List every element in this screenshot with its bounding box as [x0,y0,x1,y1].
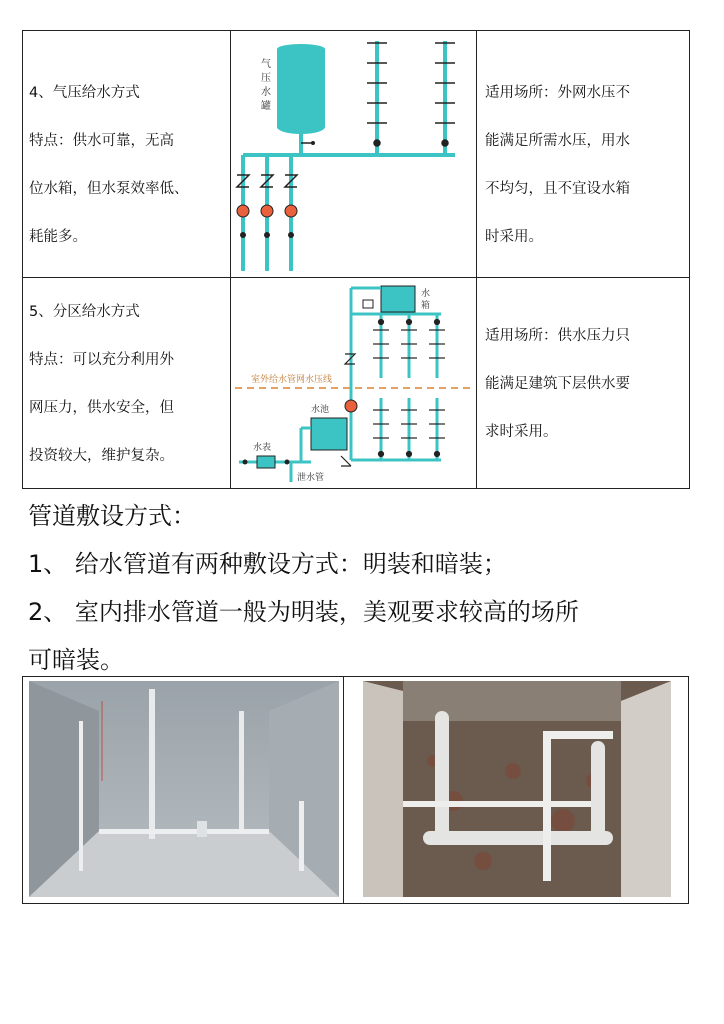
row5-applicable-line: 适用场所：供水压力只 [485,328,630,344]
row4-applicable-line: 不均匀，且不宜设水箱 [485,181,630,197]
water-pool [311,418,347,450]
exposed-piping-photo [29,681,339,897]
row4-description-cell [23,31,231,278]
photo-divider [343,677,344,903]
tank-label-char: 箱 [421,301,431,311]
row5-feature-line: 网压力，供水安全，但 [29,400,174,416]
faucet-branches [367,43,455,146]
section-item-1: 1、 给水管道有两种敷设方式：明装和暗装； [28,550,507,578]
concealed-piping-photo [363,681,671,897]
row5-applicable-line: 求时采用。 [485,424,558,440]
water-meter [257,456,275,468]
section-heading: 管道敷设方式： [28,502,196,530]
tank-label-char: 水 [261,87,271,98]
piping-photos [22,676,689,904]
water-supply-methods-table [22,30,690,489]
row5-feature-line: 投资较大，维护复杂。 [29,448,174,464]
tank-label-char: 气 [261,59,271,70]
row5-title: 5、分区给水方式 [29,304,140,320]
section-item-2-continued: 可暗装。 [28,646,124,674]
row5-feature-line: 特点：可以充分利用外 [29,352,174,368]
section-item-2: 2、 室内排水管道一般为明装，美观要求较高的场所 [28,598,579,626]
roof-water-tank [381,286,415,312]
zoned-supply-diagram [231,278,477,488]
pool-label: 水池 [311,405,330,415]
row4-diagram-cell [231,31,477,278]
pneumatic-supply-diagram [231,31,477,277]
tank-label-char: 罐 [261,101,271,112]
gate-valves [240,232,294,238]
meter-label: 水表 [253,443,272,453]
row4-title: 4、气压给水方式 [29,85,140,101]
pressure-tank-label [261,58,271,112]
row5-description-cell [23,278,231,489]
row4-applicable-cell [477,31,690,278]
row4-applicable-line: 能满足所需水压，用水 [485,133,630,149]
row5-applicable-line: 能满足建筑下层供水要 [485,376,630,392]
tank-label-char: 水 [421,289,431,299]
row4-feature-line: 位水箱，但水泵效率低、 [29,181,189,197]
row4-feature-line: 特点：供水可靠，无高 [29,133,174,149]
row4-feature-line: 耗能多。 [29,229,87,245]
pumps [237,205,297,217]
pressure-line-label: 室外给水管网水压线 [251,375,333,385]
row5-diagram-cell [231,278,477,489]
booster-pump [345,400,357,412]
row5-applicable-cell [477,278,690,489]
row4-applicable-line: 适用场所：外网水压不 [485,85,630,101]
row4-applicable-line: 时采用。 [485,229,543,245]
tank-label-char: 压 [261,73,271,84]
pressure-tank [277,49,325,127]
drain-pipe-label: 泄水管 [297,473,325,483]
